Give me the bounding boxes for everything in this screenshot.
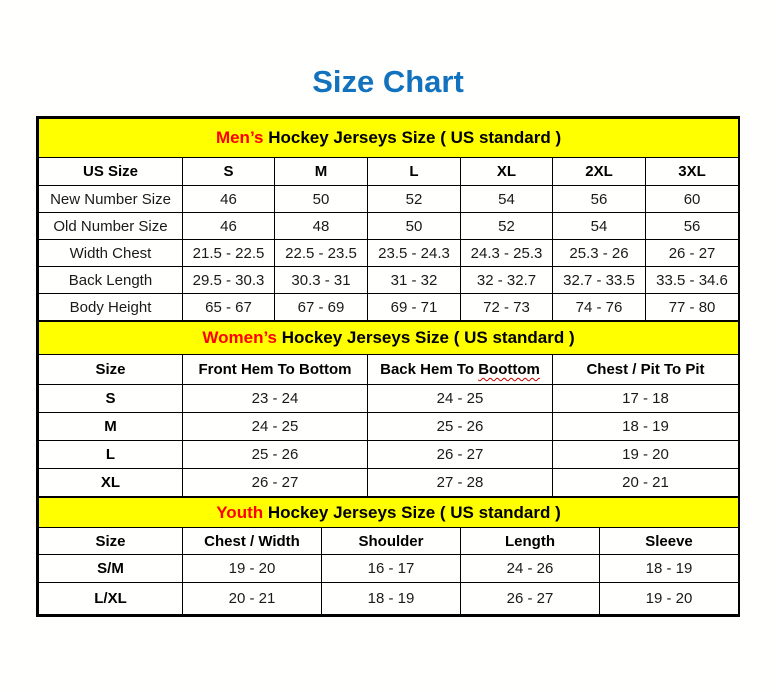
youth-title-band: [39, 498, 739, 528]
value-cell: 30.3 - 31: [275, 267, 368, 294]
table-row: [39, 186, 739, 213]
table-row: [39, 583, 739, 615]
value-cell: 32.7 - 33.5: [553, 267, 646, 294]
value-cell: 25 - 26: [368, 413, 553, 441]
value-cell: 32 - 32.7: [461, 267, 553, 294]
header-cell: Shoulder: [322, 528, 461, 555]
header-cell: L: [368, 158, 461, 186]
value-cell: 20 - 21: [553, 469, 739, 497]
value-cell: 48: [275, 213, 368, 240]
header-cell: US Size: [39, 158, 183, 186]
table-row: [39, 413, 739, 441]
youth-header-row: [39, 528, 739, 555]
value-cell: 24 - 25: [368, 385, 553, 413]
header-cell: Sleeve: [600, 528, 739, 555]
table-row: [39, 213, 739, 240]
table-row: [39, 469, 739, 497]
back-hem-label: Back Hem To: [380, 361, 479, 378]
value-cell: 60: [646, 186, 739, 213]
value-cell: 65 - 67: [183, 294, 275, 321]
table-row: [39, 385, 739, 413]
row-label-cell: Width Chest: [39, 240, 183, 267]
value-cell: 54: [461, 186, 553, 213]
row-label-cell: Old Number Size: [39, 213, 183, 240]
value-cell: 31 - 32: [368, 267, 461, 294]
row-label-cell: S/M: [39, 555, 183, 583]
value-cell: 46: [183, 186, 275, 213]
value-cell: 24.3 - 25.3: [461, 240, 553, 267]
size-chart-tables: [36, 116, 740, 617]
value-cell: 26 - 27: [461, 583, 600, 615]
value-cell: 17 - 18: [553, 385, 739, 413]
womens-header-row: [39, 355, 739, 385]
value-cell: 19 - 20: [600, 583, 739, 615]
header-cell: Size: [39, 355, 183, 385]
value-cell: 21.5 - 22.5: [183, 240, 275, 267]
table-row: [39, 555, 739, 583]
value-cell: 52: [368, 186, 461, 213]
value-cell: 56: [646, 213, 739, 240]
header-cell: M: [275, 158, 368, 186]
womens-band-rest: Hockey Jerseys Size ( US standard ): [277, 328, 575, 347]
youth-size-table: [38, 497, 739, 615]
value-cell: 16 - 17: [322, 555, 461, 583]
value-cell: 77 - 80: [646, 294, 739, 321]
value-cell: 67 - 69: [275, 294, 368, 321]
mens-band-rest: Hockey Jerseys Size ( US standard ): [263, 128, 562, 147]
value-cell: 50: [368, 213, 461, 240]
value-cell: 56: [553, 186, 646, 213]
row-label-cell: Body Height: [39, 294, 183, 321]
value-cell: 18 - 19: [553, 413, 739, 441]
value-cell: 26 - 27: [183, 469, 368, 497]
mens-band-highlight: Men’s: [215, 128, 264, 147]
youth-band-highlight: Youth: [216, 502, 264, 522]
value-cell: 50: [275, 186, 368, 213]
value-cell: 24 - 25: [183, 413, 368, 441]
header-cell: 2XL: [553, 158, 646, 186]
value-cell: 27 - 28: [368, 469, 553, 497]
row-label-cell: S: [39, 385, 183, 413]
womens-title-band: [39, 322, 739, 355]
value-cell: 18 - 19: [322, 583, 461, 615]
value-cell: 19 - 20: [553, 441, 739, 469]
youth-band-rest: Hockey Jerseys Size ( US standard ): [263, 502, 561, 522]
value-cell: 20 - 21: [183, 583, 322, 615]
value-cell: 23 - 24: [183, 385, 368, 413]
header-cell: Chest / Width: [183, 528, 322, 555]
womens-band-highlight: Women’s: [202, 328, 277, 347]
value-cell: 54: [553, 213, 646, 240]
table-row: [39, 240, 739, 267]
header-cell: Front Hem To Bottom: [183, 355, 368, 385]
value-cell: 23.5 - 24.3: [368, 240, 461, 267]
table-row: [39, 267, 739, 294]
mens-size-table: [38, 118, 739, 321]
header-cell: S: [183, 158, 275, 186]
row-label-cell: XL: [39, 469, 183, 497]
value-cell: 69 - 71: [368, 294, 461, 321]
mens-header-row: [39, 158, 739, 186]
mens-title-band: [39, 119, 739, 158]
row-label-cell: M: [39, 413, 183, 441]
mens-title-band-row: [39, 119, 739, 158]
value-cell: 26 - 27: [646, 240, 739, 267]
row-label-cell: L/XL: [39, 583, 183, 615]
header-cell: XL: [461, 158, 553, 186]
row-label-cell: New Number Size: [39, 186, 183, 213]
row-label-cell: Back Length: [39, 267, 183, 294]
value-cell: 33.5 - 34.6: [646, 267, 739, 294]
value-cell: 25 - 26: [183, 441, 368, 469]
header-cell: 3XL: [646, 158, 739, 186]
header-cell: Chest / Pit To Pit: [553, 355, 739, 385]
row-label-cell: L: [39, 441, 183, 469]
value-cell: 29.5 - 30.3: [183, 267, 275, 294]
value-cell: 52: [461, 213, 553, 240]
value-cell: 25.3 - 26: [553, 240, 646, 267]
header-cell: Length: [461, 528, 600, 555]
womens-size-table: [38, 321, 739, 497]
back-hem-typo-spellcheck: Boottom: [478, 361, 540, 378]
value-cell: 46: [183, 213, 275, 240]
table-row: [39, 441, 739, 469]
page-title: Size Chart: [312, 64, 464, 99]
value-cell: 26 - 27: [368, 441, 553, 469]
womens-title-band-row: [39, 322, 739, 355]
value-cell: 74 - 76: [553, 294, 646, 321]
value-cell: 22.5 - 23.5: [275, 240, 368, 267]
header-cell: Size: [39, 528, 183, 555]
table-row: [39, 294, 739, 321]
value-cell: 18 - 19: [600, 555, 739, 583]
value-cell: 72 - 73: [461, 294, 553, 321]
header-cell-back-hem: [368, 355, 553, 385]
value-cell: 19 - 20: [183, 555, 322, 583]
value-cell: 24 - 26: [461, 555, 600, 583]
youth-title-band-row: [39, 498, 739, 528]
